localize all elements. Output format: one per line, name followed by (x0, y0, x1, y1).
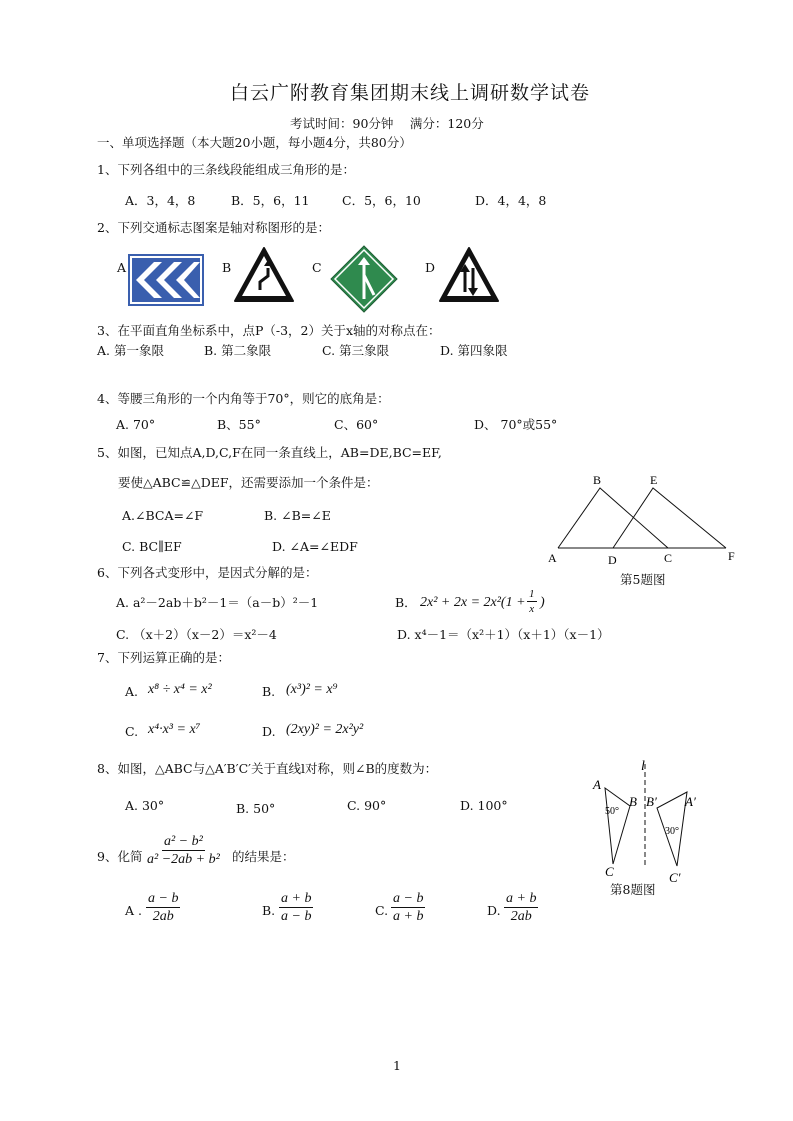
q9-option-d-label: D. (487, 903, 501, 918)
q4-option-b: B、55° (217, 417, 261, 432)
q1-option-b: B．5，6，11 (231, 193, 310, 208)
q8-symmetry-figure (585, 756, 715, 884)
q2-label-a: A (117, 260, 127, 275)
q9-d-denominator: 2ab (510, 909, 532, 925)
q1-option-d: D．4，4，8 (475, 193, 547, 208)
section-heading: 一、单项选择题（本大题20小题，每小题4分，共80分） (97, 135, 412, 150)
q9-option-a-fraction (146, 891, 180, 925)
q6-option-c: C. （x＋2）（x－2）＝x²－4 (116, 627, 277, 642)
q5-option-c: C. BC∥EF (122, 539, 182, 554)
q6-option-a: A. a²－2ab＋b²－1＝（a－b）²－1 (116, 595, 319, 610)
q9-a-denominator: 2ab (152, 909, 174, 925)
q8-option-d: D. 100° (460, 798, 508, 813)
exam-title: 白云广附教育集团期末线上调研数学试卷 (230, 82, 591, 104)
q9-d-numerator: a + b (504, 891, 538, 908)
q9-c-denominator: a + b (393, 909, 424, 925)
q2-label-c: C (312, 260, 322, 275)
q6-stem: 6、下列各式变形中，是因式分解的是： (97, 565, 318, 580)
two-way-traffic-warning-icon (438, 246, 500, 304)
q9-c-numerator: a − b (391, 891, 425, 908)
q3-option-b: B. 第二象限 (204, 343, 272, 358)
q3-option-d: D. 第四象限 (440, 343, 508, 358)
q6-option-b-expr: 2x² + 2x = 2x²(1 + (420, 595, 526, 610)
q5-stem-2: 要使△ABC≌△DEF，还需要添加一个条件是： (118, 475, 379, 490)
q8-label-30: 30° (665, 826, 679, 837)
q6-option-b-label: B． (395, 595, 417, 610)
q9-stem-numerator: a² − b² (162, 834, 205, 851)
q5-caption: 第5题图 (620, 572, 666, 587)
q9-b-numerator: a + b (279, 891, 313, 908)
q2-label-b: B (222, 260, 232, 275)
q5-option-a: A.∠BCA=∠F (122, 508, 204, 523)
q8-label-b-prime: B′ (646, 794, 657, 809)
q7-option-b: (x³)² = x⁹ (286, 682, 338, 697)
q9-option-c-label: C. (375, 903, 389, 918)
q2-label-d: D (425, 260, 436, 275)
q9-option-d-fraction (504, 891, 538, 925)
q1-option-c: C．5，6，10 (342, 193, 421, 208)
q8-label-a: A (593, 777, 601, 792)
q5-triangle-figure (540, 470, 740, 570)
q7-option-a: x⁸ ÷ x⁴ = x² (148, 682, 212, 697)
q7-option-c-label: C. (125, 724, 139, 739)
q7-option-b-label: B. (262, 684, 276, 699)
q3-option-c: C. 第三象限 (322, 343, 390, 358)
merge-lane-sign-icon (330, 245, 398, 313)
q5-option-b: B. ∠B=∠E (264, 508, 331, 523)
q5-label-a: A (548, 551, 557, 565)
q5-label-f: F (728, 549, 735, 563)
q9-option-a-label: A . (125, 903, 142, 918)
q1-stem: 1、下列各组中的三条线段能组成三角形的是： (97, 162, 355, 177)
q2-stem: 2、下列交通标志图案是轴对称图形的是： (97, 220, 330, 235)
q7-stem: 7、下列运算正确的是： (97, 650, 230, 665)
q8-label-a-prime: A′ (685, 794, 696, 809)
q1-option-a: A．3，4，8 (125, 193, 196, 208)
q9-a-numerator: a − b (146, 891, 180, 908)
q8-label-50: 50° (605, 806, 619, 817)
q3-stem: 3、在平面直角坐标系中，点P（-3，2）关于x轴的对称点在： (97, 323, 441, 338)
q6-option-d: D. x⁴－1＝（x²＋1）（x＋1）（x－1） (397, 627, 610, 642)
q6-option-b-fraction (527, 588, 537, 615)
q8-label-c-prime: C′ (669, 870, 681, 884)
curve-road-warning-icon (233, 246, 295, 304)
q4-stem: 4、等腰三角形的一个内角等于70°，则它的底角是： (97, 391, 390, 406)
q9-stem-fraction (145, 834, 222, 868)
q8-option-a: A. 30° (125, 798, 165, 813)
q4-option-d: D、 70°或55° (474, 417, 558, 432)
q5-label-b: B (593, 473, 602, 487)
q5-option-d: D. ∠A=∠EDF (272, 539, 358, 554)
q7-option-c: x⁴·x³ = x⁷ (148, 722, 201, 737)
q7-option-d: (2xy)² = 2x²y² (286, 722, 364, 737)
q8-label-l: l (641, 759, 645, 774)
q6-b-denominator: x (529, 603, 535, 616)
q6-option-b-close: ) (540, 595, 545, 610)
q5-label-d: D (608, 553, 617, 567)
q8-label-c: C (605, 864, 614, 879)
q3-option-a: A. 第一象限 (97, 343, 164, 358)
chevron-sign-icon (128, 254, 204, 306)
q8-option-c: C. 90° (347, 798, 387, 813)
q5-label-c: C (664, 551, 673, 565)
q7-option-a-label: A. (125, 684, 139, 699)
q9-stem-denominator: a² −2ab + b² (147, 852, 220, 868)
q5-stem: 5、如图，已知点A,D,C,F在同一条直线上，AB=DE,BC=EF, (97, 445, 442, 460)
q9-option-b-fraction (279, 891, 313, 925)
q8-label-b: B (629, 794, 637, 809)
q9-option-c-fraction (391, 891, 425, 925)
q8-option-b: B. 50° (236, 801, 276, 816)
q4-option-c: C、60° (334, 417, 379, 432)
q9-option-b-label: B. (262, 903, 276, 918)
exam-subtitle: 考试时间：90分钟 满分：120分 (290, 116, 484, 131)
page-number: 1 (393, 1058, 401, 1073)
q4-option-a: A. 70° (116, 417, 156, 432)
q5-label-e: E (650, 473, 658, 487)
q8-caption: 第8题图 (610, 882, 656, 897)
q6-b-numerator: 1 (527, 588, 537, 602)
q8-stem: 8、如图，△ABC与△A′B′C′关于直线l对称，则∠B的度数为： (97, 761, 438, 776)
q7-option-d-label: D. (262, 724, 276, 739)
q9-b-denominator: a − b (281, 909, 312, 925)
q9-stem-label: 9、化简 (97, 849, 143, 864)
q9-stem-tail: 的结果是： (232, 849, 295, 864)
